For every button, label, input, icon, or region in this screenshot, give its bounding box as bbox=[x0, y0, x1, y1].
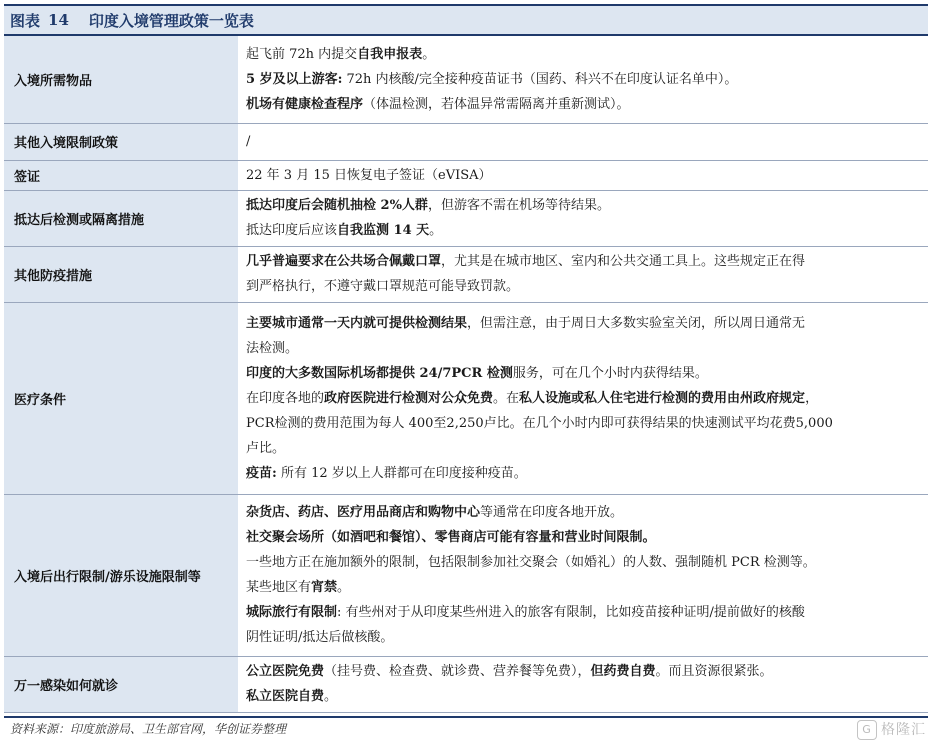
bold-text: 抵达印度后会随机抽检 2%人群 bbox=[246, 198, 428, 213]
policy-table bbox=[4, 36, 928, 713]
title-text: 印度入境管理政策一览表 bbox=[88, 11, 254, 30]
text-segment: ， bbox=[805, 390, 819, 406]
bold-text: 宵禁 bbox=[311, 580, 338, 595]
content-line bbox=[246, 218, 924, 243]
bold-text: 政府医院进行检测对公众免费 bbox=[324, 390, 494, 406]
watermark-text: 格隆汇 bbox=[881, 722, 926, 738]
text-segment: 。在 bbox=[493, 390, 520, 406]
row-label: 抵达后检测或隔离措施 bbox=[4, 190, 238, 246]
row-label: 其他防疫措施 bbox=[4, 246, 238, 302]
bold-text: 印度的大多数国际机场都提供 24/7PCR 检测 bbox=[246, 365, 513, 381]
text-segment: ，但需注意，由于周日大多数实验室关闭，所以周日通常无 bbox=[467, 315, 806, 331]
bold-text: 城际旅行有限制 bbox=[246, 605, 338, 620]
bold-text: 社交聚会场所（如酒吧和餐馆）、零售商店可能有容量和营业时间限制。 bbox=[246, 530, 656, 545]
content-line bbox=[246, 92, 924, 117]
content-line bbox=[246, 436, 924, 461]
text-segment: 等通常在印度各地开放。 bbox=[480, 505, 624, 520]
text-segment: 阴性证明/抵达后做核酸。 bbox=[246, 630, 394, 645]
content-line bbox=[246, 249, 924, 274]
row-content bbox=[238, 494, 928, 656]
row-label: 入境后出行限制/游乐设施限制等 bbox=[4, 494, 238, 656]
watermark bbox=[857, 719, 926, 740]
text-segment: 卢比。 bbox=[246, 440, 286, 456]
content-line bbox=[246, 386, 924, 411]
bold-text: 但药费自费 bbox=[590, 664, 656, 679]
text-segment: 服务，可在几个小时内获得结果。 bbox=[512, 365, 708, 381]
content-line bbox=[246, 625, 924, 650]
bold-text: 私立医院自费 bbox=[246, 689, 325, 704]
content-line bbox=[246, 193, 924, 218]
row-label: 其他入境限制政策 bbox=[4, 123, 238, 160]
text-segment: ，但游客不需在机场等待结果。 bbox=[427, 198, 610, 213]
title-number: 14 bbox=[48, 11, 69, 29]
text-segment: / bbox=[246, 134, 251, 149]
text-segment: PCR检测的费用范围为每人 400至2,250卢比。在几个小时内即可获得结果的快速测试平均花费5,000 bbox=[246, 415, 833, 431]
row-content bbox=[238, 656, 928, 712]
text-segment: : 有些州对于从印度某些州进入的旅客有限制，比如疫苗接种证明/提前做好的核酸 bbox=[337, 605, 805, 620]
text-segment: 一些地方正在施加额外的限制，包括限制参加社交聚会（如婚礼）的人数、强制随机 PCR 检测等。 bbox=[246, 555, 816, 570]
content-line bbox=[246, 550, 924, 575]
content-line bbox=[246, 575, 924, 600]
text-segment: 到严格执行，不遵守戴口罩规范可能导致罚款。 bbox=[246, 279, 520, 294]
source-note: 资料来源：印度旅游局、卫生部官网，华创证券整理 bbox=[4, 716, 928, 742]
content-line bbox=[246, 411, 924, 436]
content-line bbox=[246, 67, 924, 92]
content-line bbox=[246, 525, 924, 550]
text-segment: 某些地区有 bbox=[246, 580, 312, 595]
bold-text: 自我监测 14 天 bbox=[337, 223, 430, 238]
table-row bbox=[4, 302, 928, 494]
bold-text: 自我申报表 bbox=[357, 46, 423, 62]
content-line bbox=[246, 600, 924, 625]
bold-text: 机场有健康检查程序 bbox=[246, 96, 364, 112]
content-line bbox=[246, 311, 924, 336]
content-line bbox=[246, 659, 924, 684]
content-line bbox=[246, 274, 924, 299]
text-segment: 。 bbox=[337, 580, 351, 595]
text-segment: （体温检测，若体温异常需隔离并重新测试）。 bbox=[363, 96, 630, 112]
content-line bbox=[246, 129, 924, 154]
text-segment: 。而且资源很紧张。 bbox=[655, 664, 773, 679]
text-segment: 。 bbox=[429, 223, 443, 238]
row-label: 签证 bbox=[4, 160, 238, 190]
text-segment: ，尤其是在城市地区、室内和公共交通工具上。这些规定正在得 bbox=[441, 254, 806, 269]
table-row bbox=[4, 246, 928, 302]
row-content bbox=[238, 36, 928, 123]
table-row bbox=[4, 123, 928, 160]
content-line bbox=[246, 500, 924, 525]
bold-text: 公立医院免费 bbox=[246, 664, 325, 679]
text-segment: 72h 内核酸/完全接种疫苗证书（国药、科兴不在印度认证名单中）。 bbox=[342, 71, 738, 87]
row-content bbox=[238, 123, 928, 160]
row-content bbox=[238, 160, 928, 190]
bold-text: 私人设施或私人住宅进行检测的费用由州政府规定 bbox=[519, 390, 806, 406]
table-row bbox=[4, 36, 928, 123]
text-segment: 所有 12 岁以上人群都可在印度接种疫苗。 bbox=[276, 465, 527, 481]
watermark-logo-icon: G bbox=[857, 720, 877, 740]
text-segment: 在印度各地的 bbox=[246, 390, 325, 406]
row-content bbox=[238, 190, 928, 246]
text-segment: 起飞前 72h 内提交 bbox=[246, 46, 358, 62]
content-line bbox=[246, 336, 924, 361]
text-segment: （挂号费、检查费、就诊费、营养餐等免费）， bbox=[324, 664, 591, 679]
content-line bbox=[246, 42, 924, 67]
bold-text: 几乎普遍要求在公共场合佩戴口罩 bbox=[246, 254, 442, 269]
table-row bbox=[4, 190, 928, 246]
content-line bbox=[246, 461, 924, 486]
table-row bbox=[4, 656, 928, 712]
row-label: 入境所需物品 bbox=[4, 36, 238, 123]
content-line bbox=[246, 361, 924, 386]
table-title bbox=[4, 4, 928, 36]
text-segment: 抵达印度后应该 bbox=[246, 223, 338, 238]
text-segment: 22 年 3 月 15 日恢复电子签证（eVISA） bbox=[246, 167, 492, 183]
title-prefix: 图表 bbox=[10, 11, 41, 30]
row-label: 万一感染如何就诊 bbox=[4, 656, 238, 712]
bold-text: 杂货店、药店、医疗用品商店和购物中心 bbox=[246, 505, 481, 520]
content-line bbox=[246, 684, 924, 709]
text-segment: 。 bbox=[422, 46, 436, 62]
content-line bbox=[246, 163, 924, 188]
row-content bbox=[238, 246, 928, 302]
row-content bbox=[238, 302, 928, 494]
bold-text: 5 岁及以上游客: bbox=[246, 71, 343, 87]
table-row bbox=[4, 494, 928, 656]
bold-text: 疫苗: bbox=[246, 465, 277, 481]
text-segment: 。 bbox=[324, 689, 338, 704]
bold-text: 主要城市通常一天内就可提供检测结果 bbox=[246, 315, 468, 331]
text-segment: 法检测。 bbox=[246, 340, 299, 356]
row-label: 医疗条件 bbox=[4, 302, 238, 494]
table-row bbox=[4, 160, 928, 190]
